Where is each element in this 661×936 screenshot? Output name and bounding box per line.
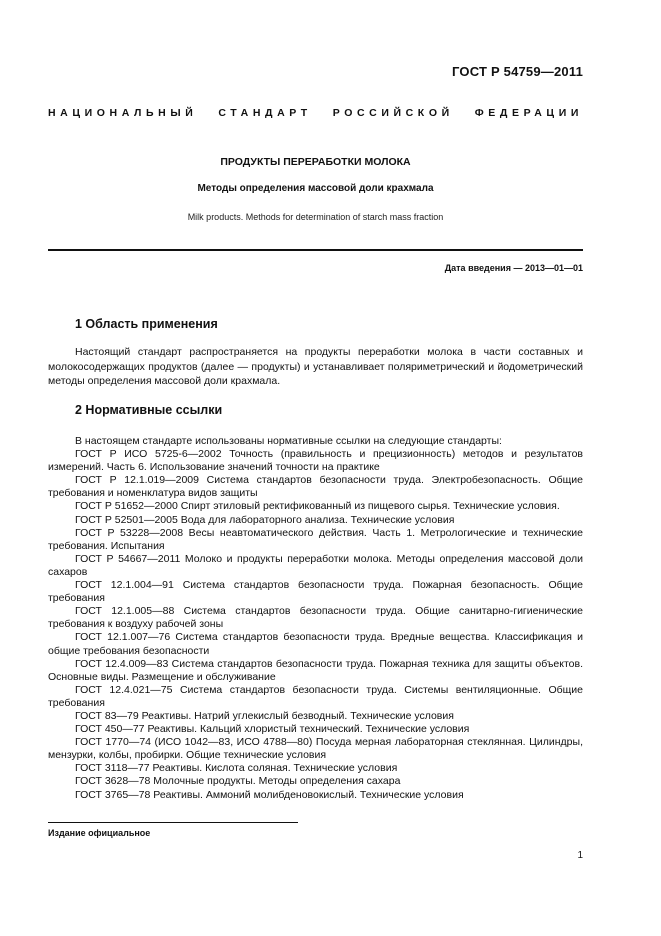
footer-divider: [48, 822, 298, 823]
references-intro: В настоящем стандарте использованы нормативные ссылки на следующие стандарты:: [75, 435, 502, 447]
reference-item: ГОСТ Р 54667—2011 Молоко и продукты переработки молока. Методы определения массовой доли сахаров: [48, 552, 583, 578]
section-1-paragraph: Настоящий стандарт распространяется на продукты переработки молока в части составных и молокосодержащих продуктов (далее — продукты) и устанавливает поляриметрический и йодометрический методы определения массовой доли крахмала.: [48, 346, 583, 388]
reference-item: ГОСТ Р ИСО 5725-6—2002 Точность (правильность и прецизионность) методов и результатов измерений. Часть 6. Использование значений точности на практике: [48, 448, 583, 474]
reference-item: ГОСТ 3628—78 Молочные продукты. Методы определения сахара: [75, 775, 401, 788]
reference-item: ГОСТ 1770—74 (ИСО 1042—83, ИСО 4788—80) Посуда мерная лабораторная стеклянная. Цилиндры, мензурки, колбы, пробирки. Общие технические условия: [48, 736, 583, 762]
title-divider: [48, 249, 583, 251]
reference-item: ГОСТ Р 53228—2008 Весы неавтоматического действия. Часть 1. Метрологические и технические требования. Испытания: [48, 526, 583, 552]
reference-item: ГОСТ Р 52501—2005 Вода для лабораторного анализа. Технические условия: [75, 513, 455, 526]
reference-item: ГОСТ 3118—77 Реактивы. Кислота соляная. Технические условия: [75, 762, 398, 775]
introduction-date: Дата введения — 2013—01—01: [444, 263, 583, 273]
document-code: ГОСТ Р 54759—2011: [452, 64, 583, 79]
reference-item: ГОСТ 12.4.021—75 Система стандартов безопасности труда. Системы вентиляционные. Общие требования: [48, 683, 583, 709]
national-standard-banner: [48, 107, 583, 119]
reference-item: ГОСТ 12.1.007—76 Система стандартов безопасности труда. Вредные вещества. Классификация и общие требования безопасности: [48, 631, 583, 657]
reference-item: ГОСТ 3765—78 Реактивы. Аммоний молибденовокислый. Технические условия: [75, 788, 464, 801]
reference-item: ГОСТ 450—77 Реактивы. Кальций хлористый технический. Технические условия: [75, 723, 470, 736]
official-edition-label: Издание официальное: [48, 828, 151, 838]
banner-word: СТАНДАРТ: [218, 107, 312, 119]
reference-item: ГОСТ 83—79 Реактивы. Натрий углекислый безводный. Технические условия: [75, 709, 454, 722]
reference-item: ГОСТ Р 12.1.019—2009 Система стандартов безопасности труда. Электробезопасность. Общие требования и номенклатура видов защиты: [48, 474, 583, 500]
banner-word: НАЦИОНАЛЬНЫЙ: [48, 107, 198, 119]
english-title: Milk products. Methods for determination of starch mass fraction: [187, 212, 444, 222]
reference-item: ГОСТ 12.4.009—83 Система стандартов безопасности труда. Пожарная техника для защиты объектов. Основные виды. Размещение и обслуживание: [48, 657, 583, 683]
normative-references-list: [48, 435, 583, 802]
banner-word: РОССИЙСКОЙ: [332, 107, 454, 119]
page-number: 1: [577, 850, 583, 861]
document-subtitle: Методы определения массовой доли крахмала: [197, 183, 434, 194]
reference-item: ГОСТ Р 51652—2000 Спирт этиловый ректификованный из пищевого сырья. Технические условия.: [75, 500, 560, 513]
reference-item: ГОСТ 12.1.005—88 Система стандартов безопасности труда. Общие санитарно-гигиенические требования к воздуху рабочей зоны: [48, 605, 583, 631]
section-2-heading: 2 Нормативные ссылки: [75, 403, 223, 417]
reference-item: ГОСТ 12.1.004—91 Система стандартов безопасности труда. Пожарная безопасность. Общие требования: [48, 579, 583, 605]
banner-word: ФЕДЕРАЦИИ: [474, 107, 583, 119]
section-1-heading: 1 Область применения: [75, 317, 218, 331]
section-1-body: [48, 345, 583, 389]
document-title: ПРОДУКТЫ ПЕРЕРАБОТКИ МОЛОКА: [220, 156, 411, 168]
